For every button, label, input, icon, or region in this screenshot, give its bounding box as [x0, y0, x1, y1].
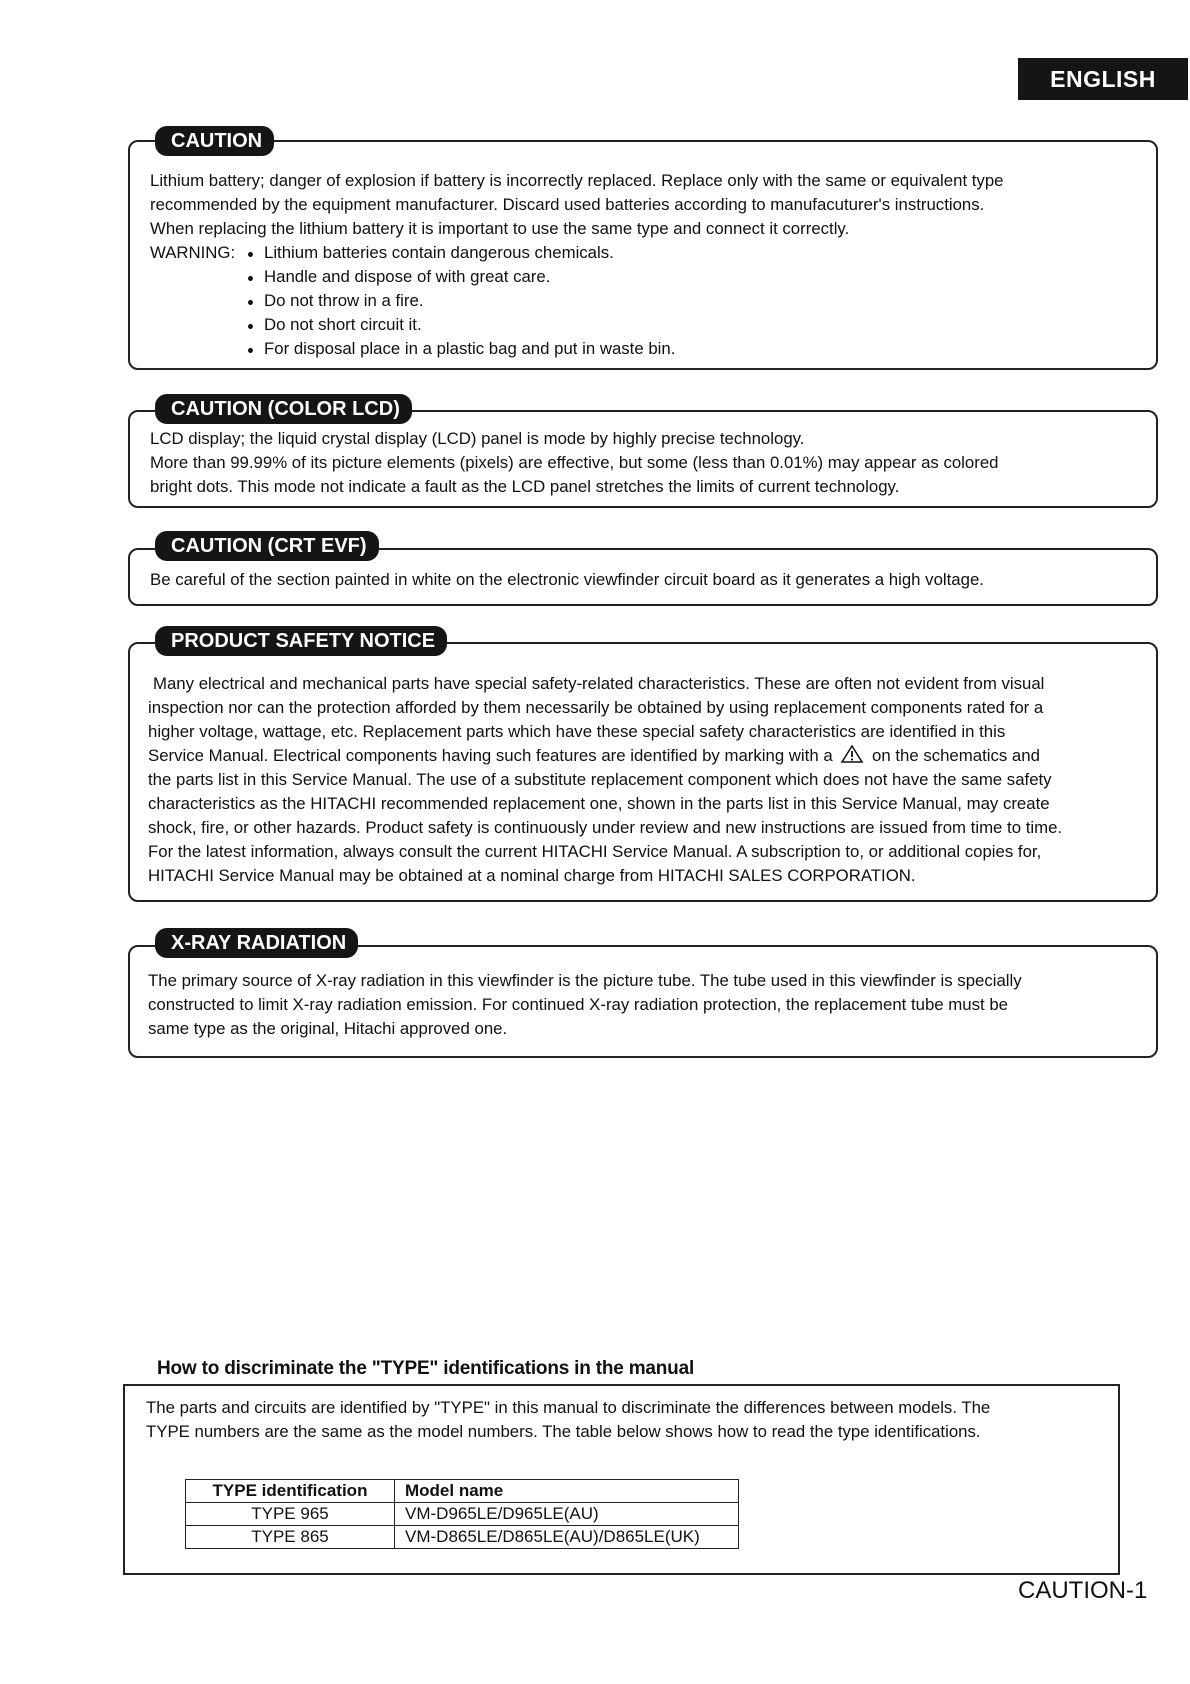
safety-line-3: higher voltage, wattage, etc. Replacement parts which have these special safety characteristics are identified in this [148, 722, 1006, 741]
table-header-row [186, 1480, 739, 1503]
caution-line-2: recommended by the equipment manufacturer. Discard used batteries according to manufacuturer's instructions. [150, 195, 985, 214]
howto-line-2: TYPE numbers are the same as the model numbers. The table below shows how to read the type identifications. [146, 1422, 981, 1441]
safety-line-9: HITACHI Service Manual may be obtained at a nominal charge from HITACHI SALES CORPORATION. [148, 866, 916, 885]
warning-block [150, 241, 1150, 361]
warning-triangle-icon [841, 745, 863, 763]
caution-lcd-text [150, 427, 1150, 499]
safety-line-8: For the latest information, always consult the current HITACHI Service Manual. A subscription to, or additional copies for, [148, 842, 1042, 861]
caution-line-3: When replacing the lithium battery it is important to use the same type and connect it correctly. [150, 219, 850, 238]
xray-line-2: constructed to limit X-ray radiation emission. For continued X-ray radiation protection, the replacement tube must be [148, 995, 1008, 1014]
header-type-identification: TYPE identification [186, 1480, 395, 1503]
safety-line-4-start: Service Manual. Electrical components having such features are identified by marking with a [148, 746, 833, 765]
caution-crt-title: CAUTION (CRT EVF) [155, 531, 379, 561]
xray-line-3: same type as the original, Hitachi approved one. [148, 1019, 508, 1038]
caution-lcd-line-3: bright dots. This mode not indicate a fault as the LCD panel stretches the limits of current technology. [150, 477, 900, 496]
caution-lcd-line-1: LCD display; the liquid crystal display (LCD) panel is mode by highly precise technology. [150, 429, 805, 448]
safety-line-7: shock, fire, or other hazards. Product safety is continuously under review and new instructions are issued from time to time. [148, 818, 1063, 837]
caution-title: CAUTION [155, 126, 274, 156]
type-table [185, 1479, 739, 1549]
xray-line-1: The primary source of X-ray radiation in this viewfinder is the picture tube. The tube used in this viewfinder is specially [148, 971, 1022, 990]
model-cell: VM-D965LE/D965LE(AU) [395, 1503, 739, 1526]
safety-line-5: the parts list in this Service Manual. The use of a substitute replacement component which does not have the same safety [148, 770, 1052, 789]
safety-line-4-end: on the schematics and [872, 746, 1040, 765]
howto-line-1: The parts and circuits are identified by "TYPE" in this manual to discriminate the differences between models. The [146, 1398, 991, 1417]
caution-text [150, 169, 1150, 361]
table-row [186, 1503, 739, 1526]
type-cell: TYPE 865 [186, 1526, 395, 1549]
xray-text [148, 969, 1153, 1041]
warning-item: Lithium batteries contain dangerous chemicals. [246, 241, 675, 265]
howto-title: How to discriminate the "TYPE" identifications in the manual [157, 1358, 695, 1379]
safety-line-1: Many electrical and mechanical parts have special safety-related characteristics. These are often not evident from visual [153, 674, 1045, 693]
safety-line-6: characteristics as the HITACHI recommended replacement one, shown in the parts list in this Service Manual, may create [148, 794, 1050, 813]
caution-lcd-line-2: More than 99.99% of its picture elements (pixels) are effective, but some (less than 0.01%) may appear as colored [150, 453, 999, 472]
warning-item: Do not throw in a fire. [246, 289, 675, 313]
caution-crt-text [150, 568, 1150, 592]
caution-crt-line-1: Be careful of the section painted in white on the electronic viewfinder circuit board as it generates a high voltage. [150, 570, 984, 589]
warning-list [246, 241, 675, 361]
warning-item: Do not short circuit it. [246, 313, 675, 337]
type-cell: TYPE 965 [186, 1503, 395, 1526]
page-number: CAUTION-1 [1018, 1577, 1148, 1604]
caution-line-1: Lithium battery; danger of explosion if battery is incorrectly replaced. Replace only with the same or equivalent type [150, 171, 1004, 190]
model-cell: VM-D865LE/D865LE(AU)/D865LE(UK) [395, 1526, 739, 1549]
howto-text [146, 1396, 1106, 1444]
table-row [186, 1526, 739, 1549]
safety-line-2: inspection nor can the protection afforded by them necessarily be obtained by using replacement components rated for a [148, 698, 1044, 717]
xray-title: X-RAY RADIATION [155, 928, 358, 958]
header-model-name: Model name [395, 1480, 739, 1503]
warning-item: Handle and dispose of with great care. [246, 265, 675, 289]
caution-lcd-title: CAUTION (COLOR LCD) [155, 394, 412, 424]
warning-label: WARNING: [150, 243, 236, 262]
language-tab: ENGLISH [1018, 58, 1188, 100]
safety-line-4 [148, 744, 1153, 768]
product-safety-title: PRODUCT SAFETY NOTICE [155, 626, 447, 656]
product-safety-text [148, 672, 1153, 888]
warning-item: For disposal place in a plastic bag and put in waste bin. [246, 337, 675, 361]
